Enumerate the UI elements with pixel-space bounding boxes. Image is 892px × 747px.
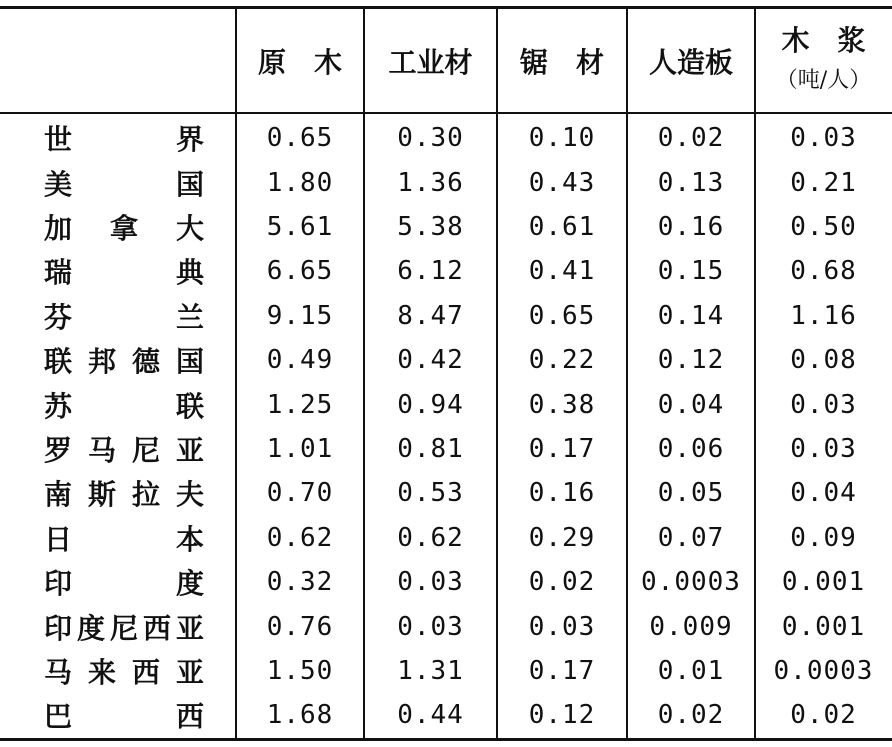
table-cell-value: 0.43 bbox=[528, 167, 596, 198]
country-name-char: 西 bbox=[175, 700, 204, 734]
table-cell-value: 9.15 bbox=[266, 300, 334, 331]
column-header-label: 人造板 bbox=[648, 45, 733, 79]
column-header-unit: （吨/人） bbox=[775, 67, 872, 93]
country-name-char: 拉 bbox=[131, 478, 160, 512]
table-cell-value: 6.12 bbox=[397, 256, 464, 287]
table-cell-value: 0.68 bbox=[790, 256, 857, 287]
table-cell-value: 0.03 bbox=[790, 123, 857, 154]
table-cell-value: 1.68 bbox=[266, 700, 334, 731]
table-cell-value: 6.65 bbox=[266, 256, 334, 287]
country-name-char: 拿 bbox=[109, 211, 138, 245]
table-cell-value: 0.10 bbox=[528, 123, 596, 154]
country-name-char: 巴 bbox=[44, 700, 73, 734]
country-name-char: 来 bbox=[87, 655, 116, 689]
table-cell-value: 8.47 bbox=[397, 300, 464, 331]
column-header bbox=[364, 9, 497, 112]
table-cell-value: 0.50 bbox=[790, 211, 857, 242]
table-cell-value: 0.02 bbox=[528, 567, 596, 598]
country-name-char: 国 bbox=[175, 345, 204, 379]
table-cell-value: 0.16 bbox=[657, 211, 725, 242]
country-name-char: 瑞 bbox=[44, 256, 73, 290]
table-cell-value: 0.03 bbox=[397, 611, 464, 642]
row-country-name bbox=[44, 338, 204, 382]
table-cell-value: 0.009 bbox=[649, 611, 733, 642]
country-name-char: 本 bbox=[175, 522, 204, 556]
table-cell-value: 0.01 bbox=[657, 655, 725, 686]
table-cell-value: 0.15 bbox=[657, 256, 725, 287]
country-name-char: 大 bbox=[175, 211, 204, 245]
row-country-name bbox=[44, 471, 204, 515]
table-cell-value: 0.05 bbox=[657, 478, 725, 509]
table-cell-value: 0.02 bbox=[657, 700, 725, 731]
country-name-char: 美 bbox=[44, 167, 73, 201]
table-cell-value: 1.16 bbox=[790, 300, 857, 331]
table-cell-value: 0.06 bbox=[657, 433, 725, 464]
table-cell-value: 0.53 bbox=[397, 478, 464, 509]
table-cell-value: 0.17 bbox=[528, 433, 596, 464]
row-country-name bbox=[44, 249, 204, 293]
table-cell-value: 0.61 bbox=[528, 211, 596, 242]
table-cell-value: 0.0003 bbox=[641, 567, 741, 598]
column-header bbox=[627, 9, 755, 112]
table-cell-value: 0.04 bbox=[657, 389, 725, 420]
bottom-rule bbox=[0, 738, 892, 741]
country-name-char: 界 bbox=[175, 123, 204, 157]
country-name-char: 联 bbox=[175, 389, 204, 423]
row-country-name bbox=[44, 516, 204, 560]
table-cell-value: 0.65 bbox=[528, 300, 596, 331]
table-cell-value: 0.09 bbox=[790, 522, 857, 553]
table-cell-value: 0.001 bbox=[781, 567, 866, 598]
country-name-char: 兰 bbox=[175, 300, 204, 334]
table-cell-value: 1.01 bbox=[266, 433, 334, 464]
table-cell-value: 0.38 bbox=[528, 389, 596, 420]
table-cell-value: 0.001 bbox=[781, 611, 866, 642]
table-cell-value: 0.22 bbox=[528, 345, 596, 376]
country-name-char: 苏 bbox=[44, 389, 73, 423]
table-cell-value: 0.49 bbox=[266, 345, 334, 376]
country-name-char: 印 bbox=[44, 567, 73, 601]
country-name-char: 斯 bbox=[87, 478, 116, 512]
country-name-char: 世 bbox=[44, 123, 73, 157]
country-name-char: 西 bbox=[131, 655, 160, 689]
header-rule bbox=[0, 112, 892, 114]
table-cell-value: 0.03 bbox=[528, 611, 596, 642]
table-cell-value: 0.12 bbox=[528, 700, 596, 731]
country-name-char: 马 bbox=[44, 655, 73, 689]
country-name-char: 芬 bbox=[44, 300, 73, 334]
country-name-char: 亚 bbox=[175, 655, 204, 689]
table-cell-value: 0.30 bbox=[397, 123, 464, 154]
table-cell-value: 0.03 bbox=[790, 389, 857, 420]
table-cell-value: 1.80 bbox=[266, 167, 334, 198]
table-cell-value: 0.02 bbox=[790, 700, 857, 731]
row-country-name bbox=[44, 382, 204, 426]
table-cell-value: 0.94 bbox=[397, 389, 464, 420]
row-country-name bbox=[44, 205, 204, 249]
row-country-name bbox=[44, 427, 204, 471]
column-header bbox=[755, 9, 892, 112]
country-name-char: 尼 bbox=[131, 433, 160, 467]
country-name-char: 南 bbox=[44, 478, 73, 512]
table-cell-value: 1.50 bbox=[266, 655, 334, 686]
country-name-char: 罗 bbox=[44, 433, 73, 467]
table-cell-value: 0.41 bbox=[528, 256, 596, 287]
table-cell-value: 0.04 bbox=[790, 478, 857, 509]
column-header bbox=[236, 9, 364, 112]
table-cell-value: 0.03 bbox=[790, 433, 857, 464]
table-cell-value: 0.13 bbox=[657, 167, 725, 198]
row-country-name bbox=[44, 116, 204, 160]
table-cell-value: 1.31 bbox=[397, 655, 464, 686]
column-header-label: 木 浆 bbox=[781, 23, 866, 57]
table-cell-value: 0.14 bbox=[657, 300, 725, 331]
table-cell-value: 0.70 bbox=[266, 478, 334, 509]
table-cell-value: 0.76 bbox=[266, 611, 334, 642]
table-cell-value: 0.21 bbox=[790, 167, 857, 198]
table-cell-value: 0.42 bbox=[397, 345, 464, 376]
table-cell-value: 1.36 bbox=[397, 167, 464, 198]
country-name-char: 度 bbox=[175, 567, 204, 601]
country-name-char: 日 bbox=[44, 522, 73, 556]
column-header-label: 原 木 bbox=[257, 45, 342, 79]
country-name-char: 印 bbox=[44, 611, 73, 645]
country-name-char: 马 bbox=[87, 433, 116, 467]
table-cell-value: 0.81 bbox=[397, 433, 464, 464]
table-cell-value: 0.29 bbox=[528, 522, 596, 553]
table-cell-value: 0.62 bbox=[397, 522, 464, 553]
table-cell-value: 0.03 bbox=[397, 567, 464, 598]
table-cell-value: 0.07 bbox=[657, 522, 725, 553]
country-name-char: 邦 bbox=[87, 345, 116, 379]
country-name-char: 联 bbox=[44, 345, 73, 379]
row-country-name bbox=[44, 693, 204, 737]
table-cell-value: 0.16 bbox=[528, 478, 596, 509]
row-country-name bbox=[44, 604, 204, 648]
table-cell-value: 0.65 bbox=[266, 123, 334, 154]
table-cell-value: 0.44 bbox=[397, 700, 464, 731]
table-cell-value: 0.0003 bbox=[773, 655, 874, 686]
table-cell-value: 0.08 bbox=[790, 345, 857, 376]
column-header-label: 锯 材 bbox=[519, 45, 604, 79]
country-name-char: 德 bbox=[131, 345, 160, 379]
country-name-char: 西 bbox=[142, 611, 171, 645]
country-name-char: 加 bbox=[44, 211, 73, 245]
row-country-name bbox=[44, 160, 204, 204]
table-cell-value: 0.02 bbox=[657, 123, 725, 154]
table-cell-value: 5.61 bbox=[266, 211, 334, 242]
column-header-label: 工业材 bbox=[388, 45, 473, 79]
column-header bbox=[497, 9, 627, 112]
country-name-char: 夫 bbox=[175, 478, 204, 512]
country-name-char: 国 bbox=[175, 167, 204, 201]
table-cell-value: 0.17 bbox=[528, 655, 596, 686]
country-name-char: 亚 bbox=[175, 611, 204, 645]
row-country-name bbox=[44, 294, 204, 338]
table-cell-value: 0.32 bbox=[266, 567, 334, 598]
table-cell-value: 5.38 bbox=[397, 211, 464, 242]
country-name-char: 典 bbox=[175, 256, 204, 290]
table-cell-value: 0.62 bbox=[266, 522, 334, 553]
row-country-name bbox=[44, 649, 204, 693]
table-cell-value: 0.12 bbox=[657, 345, 725, 376]
table-cell-value: 1.25 bbox=[266, 389, 334, 420]
country-name-char: 度 bbox=[76, 611, 105, 645]
country-name-char: 亚 bbox=[175, 433, 204, 467]
country-name-char: 尼 bbox=[109, 611, 138, 645]
row-country-name bbox=[44, 560, 204, 604]
